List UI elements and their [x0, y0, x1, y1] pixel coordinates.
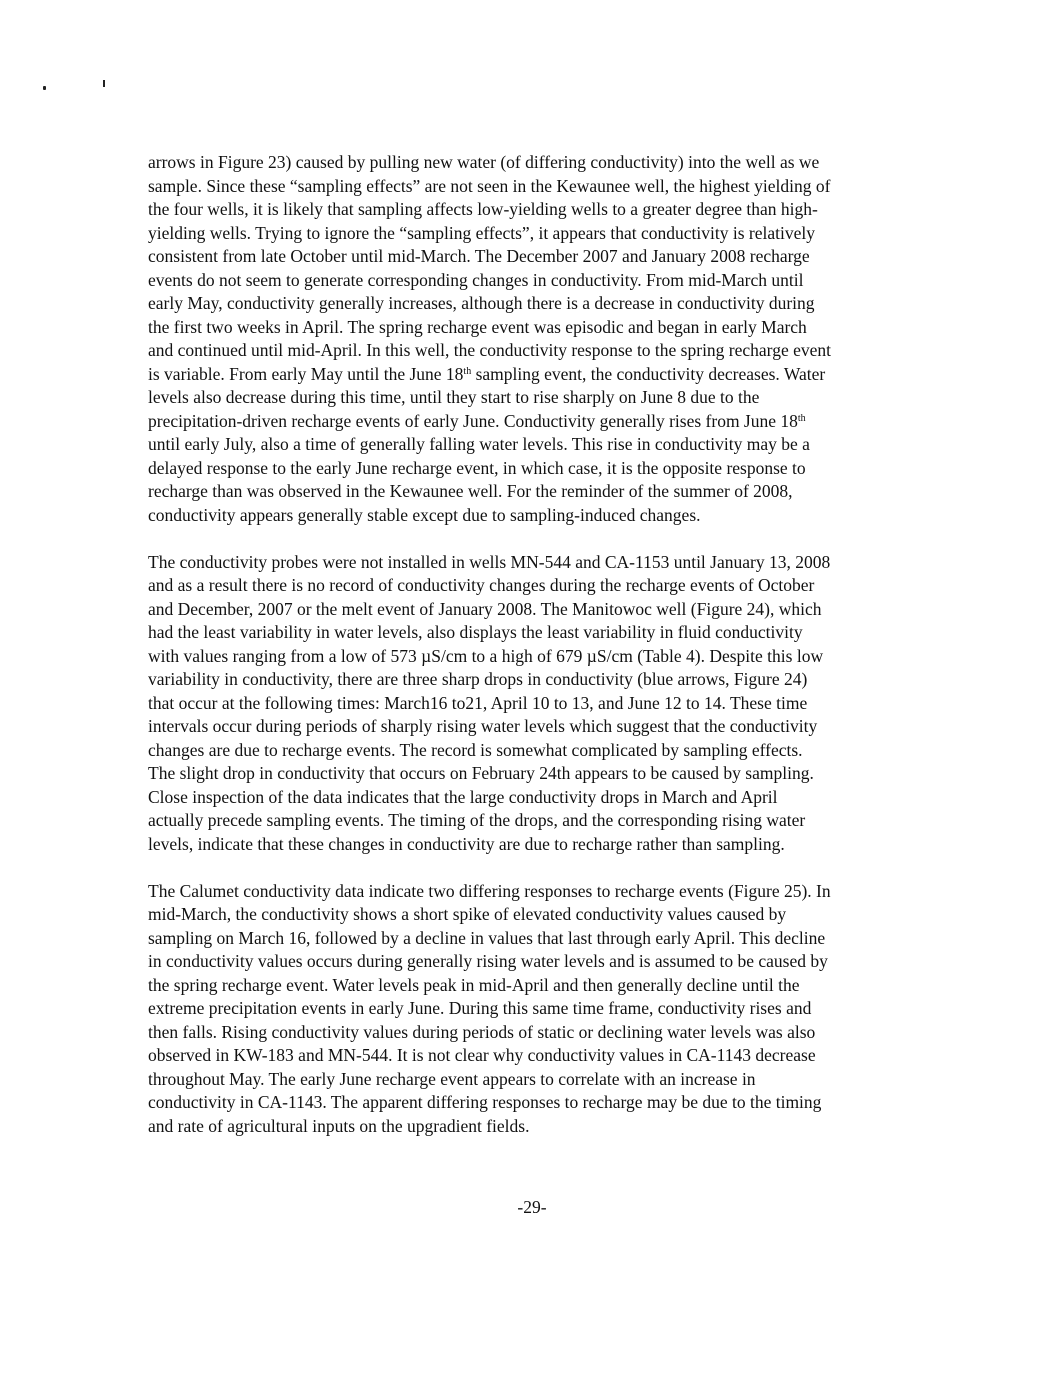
- text-run: recharge than was observed in the Kewaunee well. For the reminder of the summer of 2008,: [148, 481, 793, 501]
- text-run: precipitation-driven recharge events of early June. Conductivity generally rises from June 18: [148, 410, 798, 431]
- text-run: sampling on March 16, followed by a decline in values that last through early April. This decline: [148, 927, 826, 948]
- text-line: [148, 339, 938, 363]
- text-line: [148, 222, 938, 246]
- text-run: The slight drop in conductivity that occurs on February 24th appears to be caused by sampling.: [148, 763, 814, 783]
- text-line: [148, 1021, 938, 1045]
- text-line: [148, 151, 938, 175]
- text-run: levels, indicate that these changes in conductivity are due to recharge rather than sampling.: [148, 833, 785, 854]
- text-line: [148, 245, 938, 269]
- text-run: actually precede sampling events. The timing of the drops, and the corresponding rising water: [148, 810, 806, 830]
- text-line: [148, 551, 938, 575]
- text-run: levels also decrease during this time, until they start to rise sharply on June 8 due to the: [148, 387, 760, 407]
- text-line: [148, 762, 938, 786]
- text-run: conductivity in CA-1143. The apparent differing responses to recharge may be due to the timing: [148, 1092, 822, 1112]
- text-line: [148, 504, 938, 528]
- text-run: consistent from late October until mid-March. The December 2007 and January 2008 recharge: [148, 246, 810, 266]
- text-line: [148, 480, 938, 504]
- text-line: [148, 668, 938, 692]
- text-run: and as a result there is no record of conductivity changes during the recharge events of October: [148, 575, 815, 595]
- text-run: The conductivity probes were not installed in wells MN-544 and CA-1153 until January 13, 2008: [148, 551, 831, 572]
- text-run: and rate of agricultural inputs on the upgradient fields.: [148, 1115, 530, 1136]
- text-line: [148, 997, 938, 1021]
- text-line: [148, 786, 938, 810]
- superscript: th: [797, 412, 806, 424]
- body-text: [148, 151, 938, 1162]
- text-run: conductivity appears generally stable except due to sampling-induced changes.: [148, 504, 701, 525]
- text-run: with values ranging from a low of 573 µS/cm to a high of 679 µS/cm (Table 4). Despite this low: [148, 645, 824, 666]
- text-run: sample. Since these “sampling effects” are not seen in the Kewaunee well, the highest yielding of: [148, 175, 831, 196]
- text-run: the first two weeks in April. The spring recharge event was episodic and began in early March: [148, 316, 807, 337]
- text-run: until early July, also a time of generally falling water levels. This rise in conductivity may be a: [148, 434, 810, 454]
- text-line: [148, 574, 938, 598]
- text-line: [148, 1068, 938, 1092]
- text-line: [148, 316, 938, 340]
- text-run: variability in conductivity, there are three sharp drops in conductivity (blue arrows, Figure 24): [148, 669, 808, 689]
- paragraph-3: [148, 880, 938, 1139]
- page-number: -29-: [517, 1197, 547, 1217]
- text-run: the four wells, it is likely that sampling affects low-yielding wells to a greater degree than high-: [148, 199, 818, 219]
- text-run: extreme precipitation events in early June. During this same time frame, conductivity rises and: [148, 998, 812, 1018]
- text-line: [148, 363, 938, 387]
- text-run: mid-March, the conductivity shows a short spike of elevated conductivity values caused by: [148, 904, 787, 924]
- text-line: [148, 645, 938, 669]
- text-run: delayed response to the early June recharge event, in which case, it is the opposite response to: [148, 457, 806, 478]
- text-run: The Calumet conductivity data indicate two differing responses to recharge events (Figure 25). In: [148, 880, 831, 901]
- text-line: [148, 621, 938, 645]
- text-line: [148, 809, 938, 833]
- text-line: [148, 269, 938, 293]
- text-line: [148, 927, 938, 951]
- text-line: [148, 410, 938, 434]
- text-run: throughout May. The early June recharge event appears to correlate with an increase in: [148, 1068, 756, 1089]
- text-line: [148, 292, 938, 316]
- text-line: [148, 974, 938, 998]
- text-line: [148, 1091, 938, 1115]
- text-line: [148, 715, 938, 739]
- text-run: changes are due to recharge events. The record is somewhat complicated by sampling effects.: [148, 739, 803, 760]
- text-run: intervals occur during periods of sharply rising water levels which suggest that the conductivity: [148, 716, 818, 736]
- text-run: events do not seem to generate corresponding changes in conductivity. From mid-March until: [148, 269, 804, 290]
- text-run: the spring recharge event. Water levels peak in mid-April and then generally decline until the: [148, 974, 800, 995]
- text-run: in conductivity values occurs during generally rising water levels and is assumed to be caused by: [148, 951, 828, 971]
- paragraph-1: [148, 151, 938, 527]
- text-run: is variable. From early May until the June 18: [148, 363, 464, 384]
- text-run: had the least variability in water levels, also displays the least variability in fluid conductivity: [148, 622, 803, 642]
- text-line: [148, 903, 938, 927]
- text-run: arrows in Figure 23) caused by pulling new water (of differing conductivity) into the well as we: [148, 152, 820, 172]
- text-line: [148, 739, 938, 763]
- text-run: and December, 2007 or the melt event of January 2008. The Manitowoc well (Figure 24), which: [148, 598, 822, 619]
- text-run: yielding wells. Trying to ignore the “sampling effects”, it appears that conductivity is relatively: [148, 222, 815, 243]
- scan-speck: [43, 86, 46, 90]
- text-line: [148, 198, 938, 222]
- scan-speck: [103, 80, 105, 87]
- text-run: sampling event, the conductivity decreases. Water: [471, 363, 826, 384]
- text-line: [148, 598, 938, 622]
- text-run: early May, conductivity generally increases, although there is a decrease in conductivity during: [148, 293, 815, 313]
- text-line: [148, 386, 938, 410]
- text-run: then falls. Rising conductivity values during periods of static or declining water levels was also: [148, 1021, 816, 1042]
- text-line: [148, 950, 938, 974]
- text-line: [148, 880, 938, 904]
- superscript: th: [463, 365, 472, 377]
- text-line: [148, 175, 938, 199]
- paragraph-2: [148, 551, 938, 857]
- text-line: [148, 1044, 938, 1068]
- text-run: Close inspection of the data indicates that the large conductivity drops in March and April: [148, 786, 778, 807]
- text-line: [148, 692, 938, 716]
- text-line: [148, 833, 938, 857]
- text-run: and continued until mid-April. In this well, the conductivity response to the spring recharge event: [148, 340, 831, 360]
- text-line: [148, 457, 938, 481]
- text-line: [148, 433, 938, 457]
- text-line: [148, 1115, 938, 1139]
- text-run: that occur at the following times: March16 to21, April 10 to 13, and June 12 to 14. These time: [148, 692, 808, 713]
- text-run: observed in KW-183 and MN-544. It is not clear why conductivity values in CA-1143 decrease: [148, 1045, 816, 1065]
